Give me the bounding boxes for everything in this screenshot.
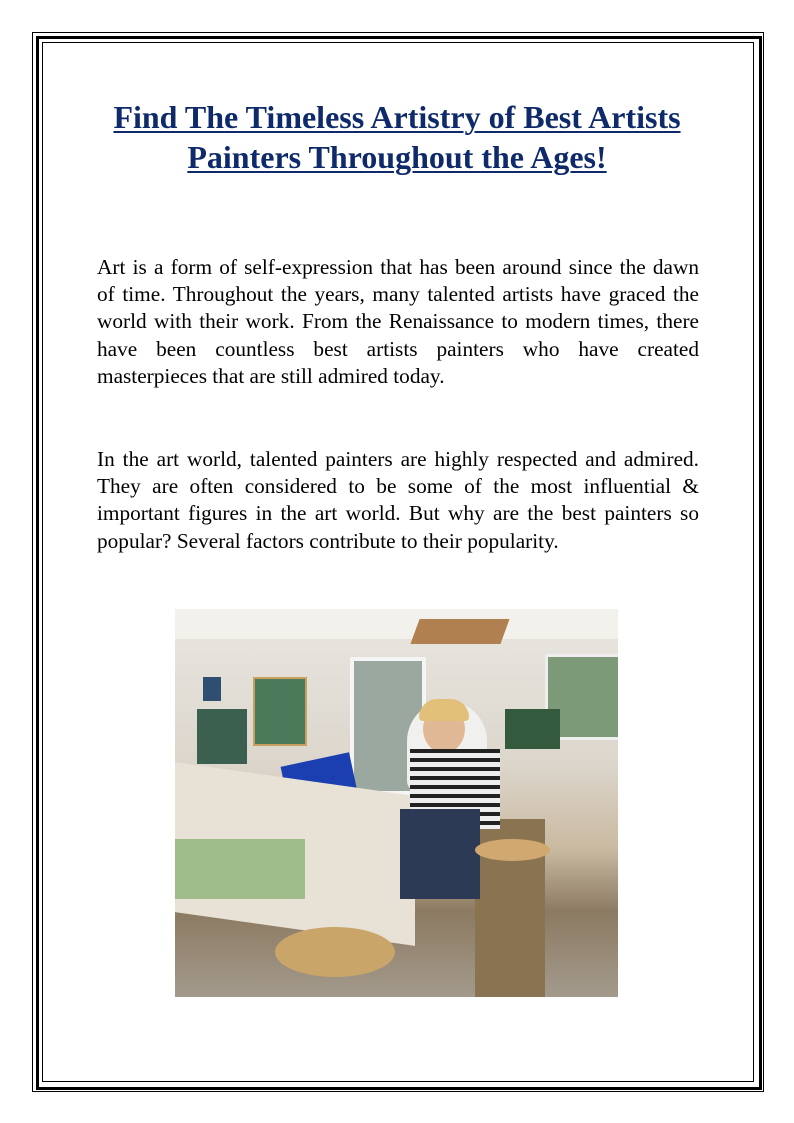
- paragraph-intro: Art is a form of self-expression that has been around since the dawn of time. Throughout the years, many talented artists have graced the world with their work. From the Renaissance to modern times, there have been countless best artists painters who have created masterpieces that are still admired today.: [97, 255, 699, 388]
- artist-studio-photo: [175, 609, 618, 997]
- paragraph-popularity: In the art world, talented painters are highly respected and admired. They are often considered to be some of the most influential & important figures in the art world. But why are the best painters so popular? Several factors contribute to their popularity.: [97, 447, 699, 553]
- page-title: Find The Timeless Artistry of Best Artists Painters Throughout the Ages!: [113, 99, 681, 175]
